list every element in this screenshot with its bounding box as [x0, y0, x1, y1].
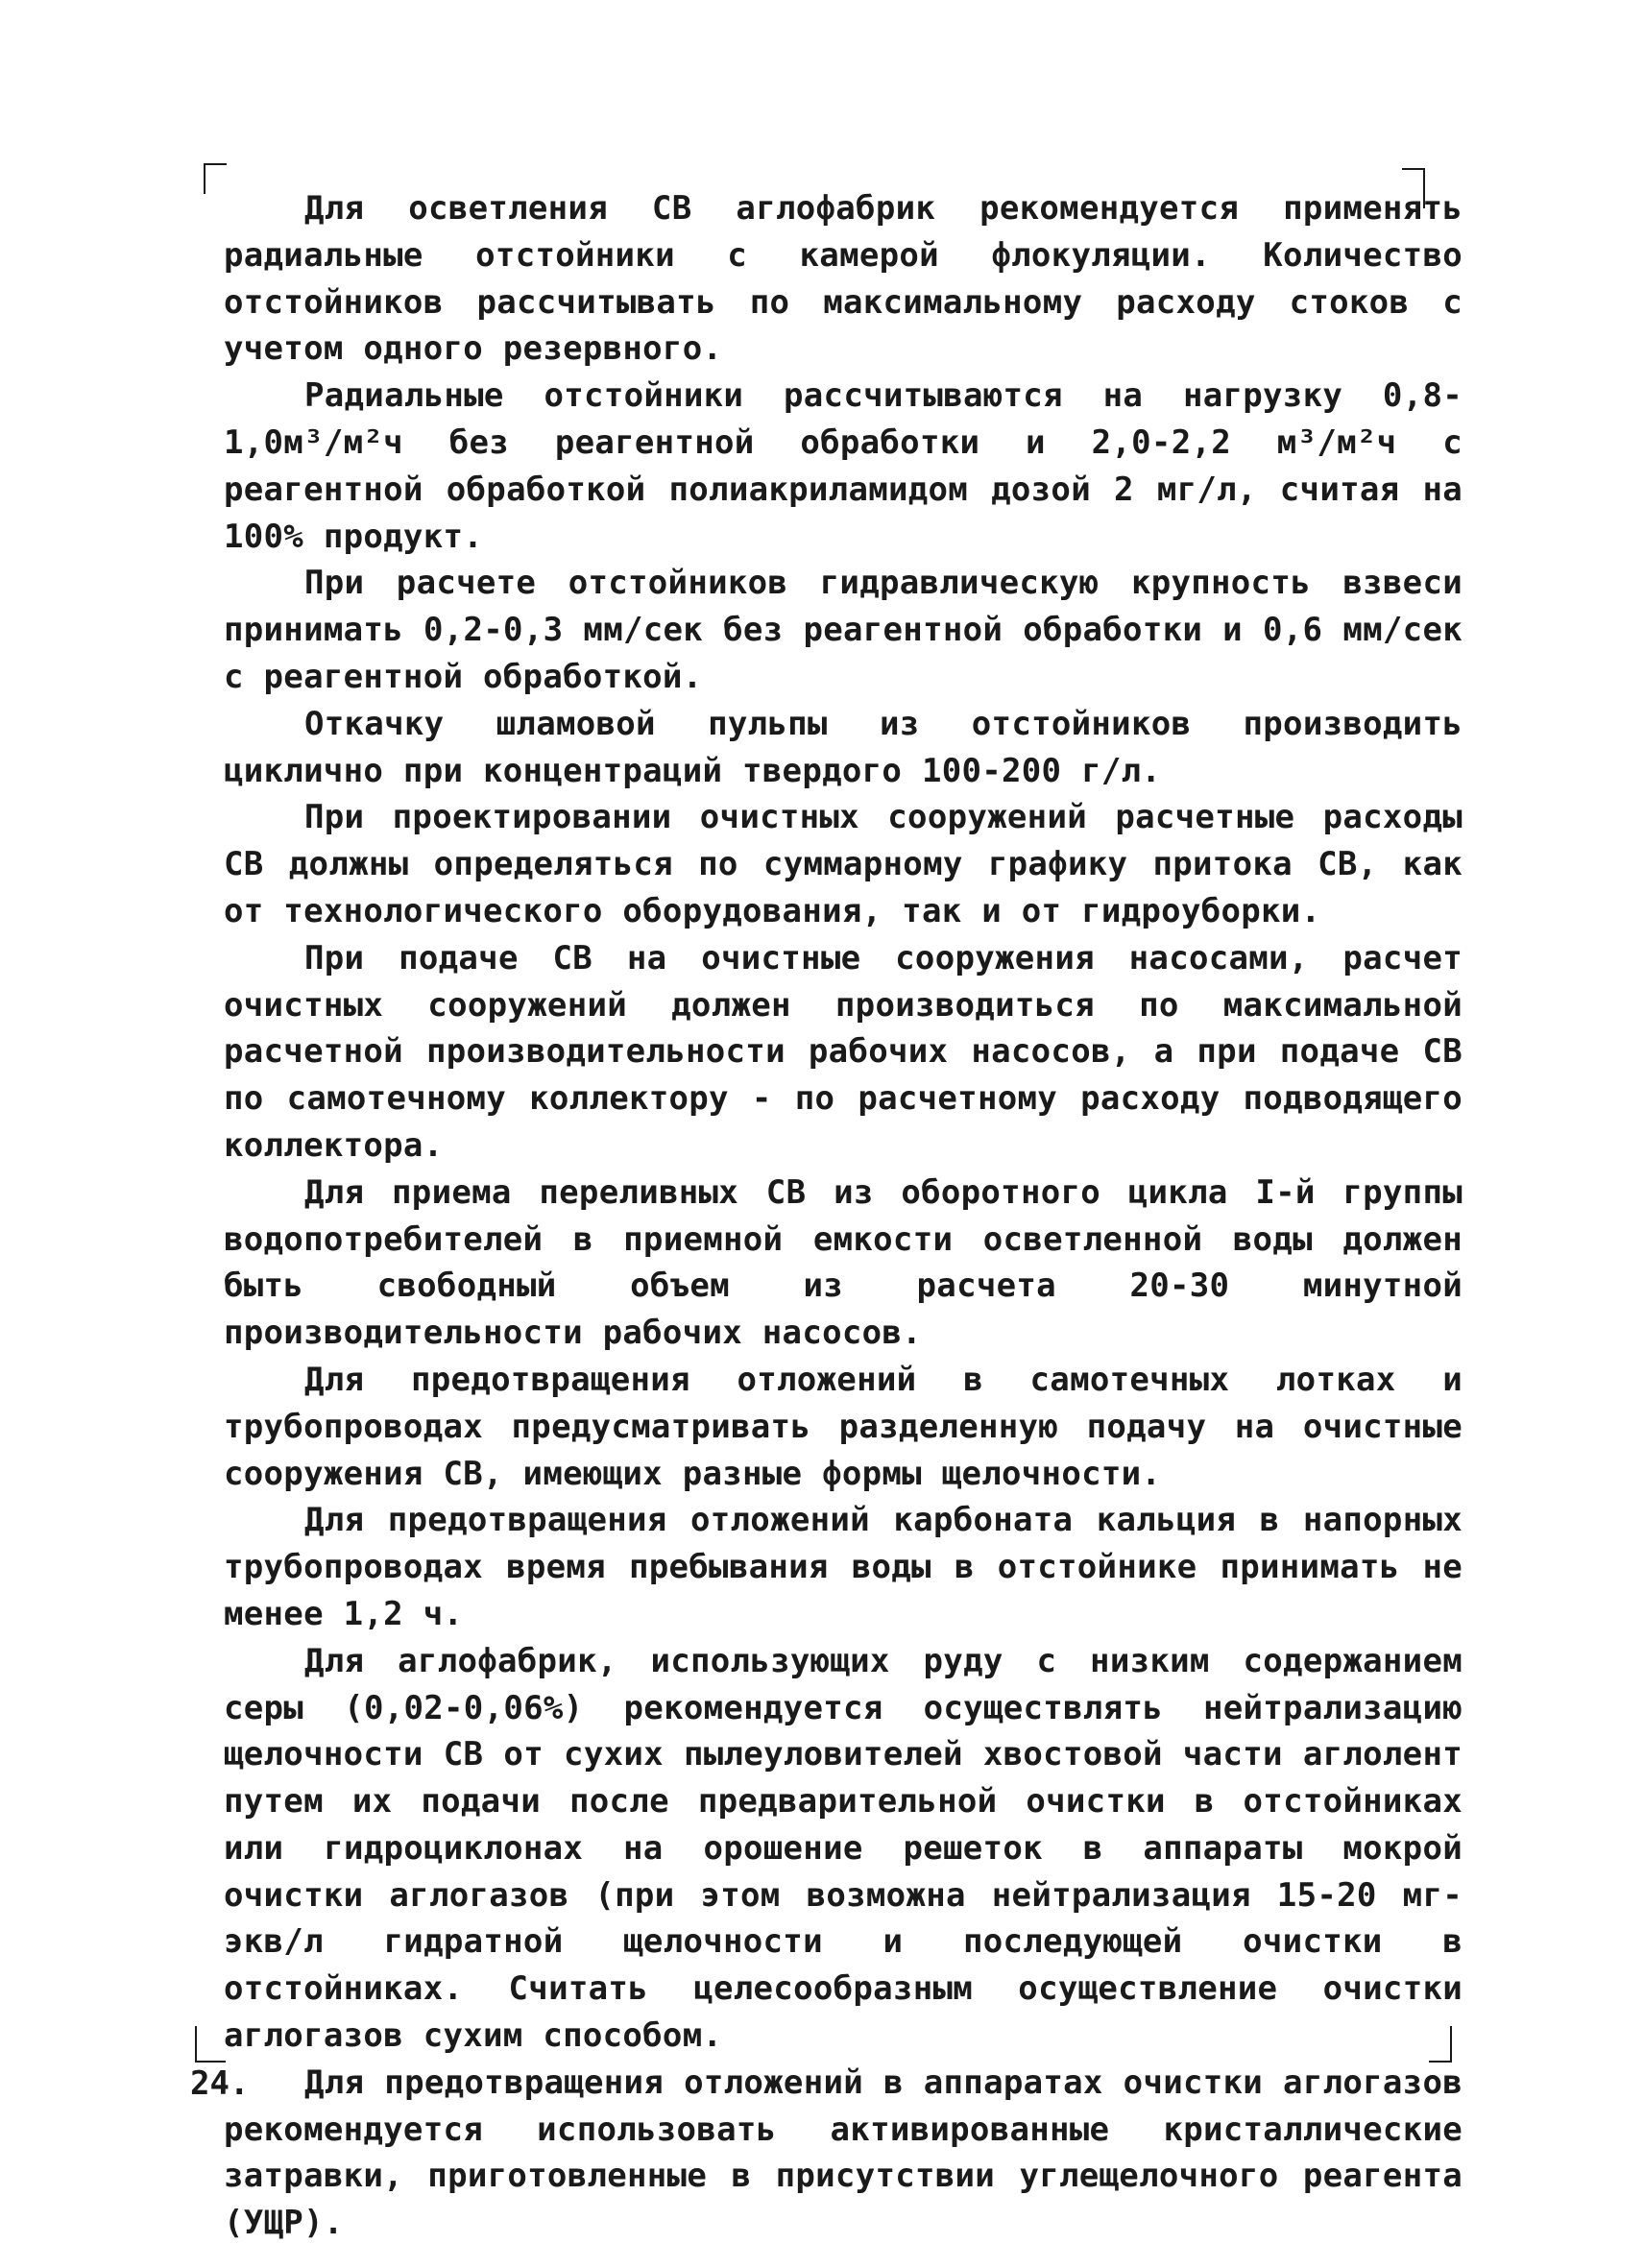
paragraph: Для приема переливных СВ из оборотного цикла I-й группы водопотребителей в приемной емкости осветленной воды должен быть свободный объем из расчета 20-30 минутной производительности рабочих насосов. [224, 1172, 1463, 1353]
paragraph: При проектировании очистных сооружений расчетные расходы СВ должны определяться по суммарному графику притока СВ, как от технологического оборудования, так и от гидроуборки. [224, 798, 1463, 930]
paragraph: Для предотвращения отложений в самотечных лотках и трубопроводах предусматривать разделенную подачу на очистные сооружения СВ, имеющих разные формы щелочности. [224, 1360, 1463, 1493]
page-number: 24. [190, 2064, 250, 2103]
crop-mark-bottom-left [195, 2026, 226, 2063]
paragraph: Для предотвращения отложений карбоната кальция в напорных трубопроводах время пребывания воды в отстойнике принимать не менее 1,2 ч. [224, 1501, 1463, 1633]
paragraph: При расчете отстойников гидравлическую крупность взвеси принимать 0,2-0,3 мм/сек без реагентной обработки и 0,6 мм/сек с реагентной обработкой. [224, 564, 1463, 696]
paragraph: Откачку шламовой пульпы из отстойников производить циклично при концентраций твердого 100-200 г/л. [224, 704, 1463, 790]
document-body [224, 185, 1463, 2247]
paragraph: Для аглофабрик, использующих руду с низким содержанием серы (0,02-0,06%) рекомендуется осуществлять нейтрализацию щелочности СВ от сухих пылеуловителей хвостовой части аглолент путем их подачи после предварительной очистки в отстойниках или гидроциклонах на орошение решеток в аппараты мокрой очистки аглогазов (при этом возможна нейтрализация 15-20 мг-экв/л гидратной щелочности и последующей очистки в отстойниках. Считать целесообразным осуществление очистки аглогазов сухим способом. [224, 1641, 1463, 2056]
paragraph: Радиальные отстойники рассчитываются на нагрузку 0,8-1,0м³/м²ч без реагентной обработки и 2,0-2,2 м³/м²ч с реагентной обработкой полиакриламидом дозой 2 мг/л, считая на 100% продукт. [224, 376, 1463, 556]
paragraph: Для предотвращения отложений в аппаратах очистки аглогазов рекомендуется использовать активированные кристаллические затравки, приготовленные в присутствии углещелочного реагента (УЩР). [224, 2063, 1463, 2243]
paragraph: При подаче СВ на очистные сооружения насосами, расчет очистных сооружений должен производиться по максимальной расчетной производительности рабочих насосов, а при подаче СВ по самотечному коллектору - по расчетному расходу подводящего коллектора. [224, 938, 1463, 1165]
paragraph: Для осветления СВ аглофабрик рекомендуется применять радиальные отстойники с камерой флокуляции. Количество отстойников рассчитывать по максимальному расходу стоков с учетом одного резервного. [224, 189, 1463, 369]
